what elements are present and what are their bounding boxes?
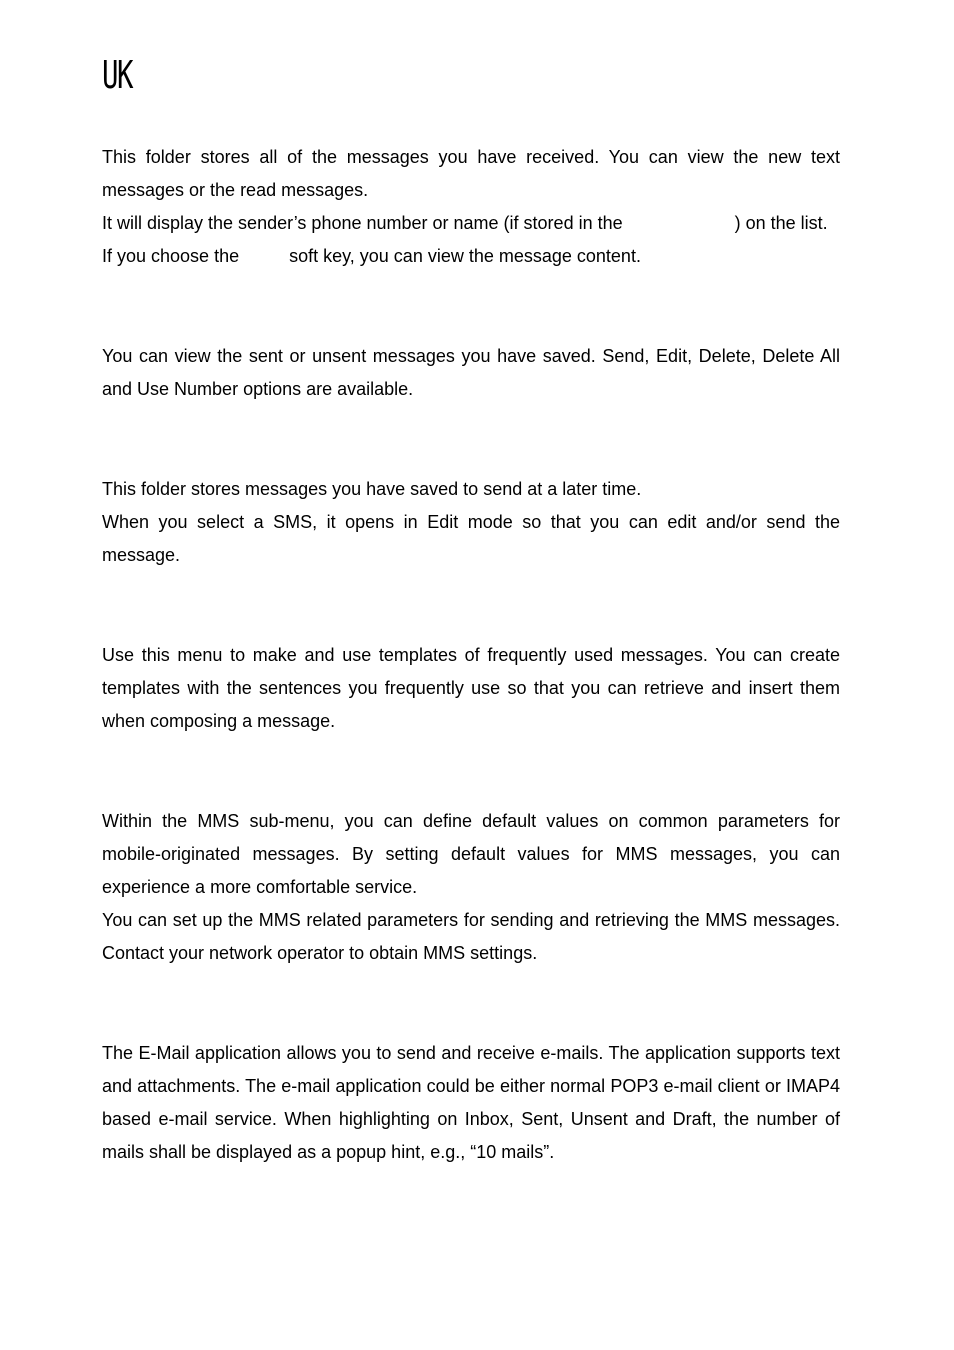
inbox-paragraph-2-start: It will display the sender’s phone number or name (if stored in the [102, 213, 623, 233]
inbox-paragraph-2-end: soft key, you can view the message content. [289, 246, 641, 266]
inbox-paragraph-1: This folder stores all of the messages you have received. You can view the new text messages or the read messages. [102, 147, 840, 200]
mms-description-1: Within the MMS sub-menu, you can define default values on common parameters for mobile-originated messages. By setting default values for MMS messages, you can experience a more comfortable service. [102, 811, 840, 897]
page-header-label: UK [102, 53, 133, 97]
drafts-description-1: This folder stores messages you have saved to send at a later time. [102, 479, 642, 499]
outbox-description: You can view the sent or unsent messages you have saved. Send, Edit, Delete, Delete All and Use Number options are available. [102, 346, 840, 399]
mms-description-2: You can set up the MMS related parameters for sending and retrieving the MMS messages. Contact your network operator to obtain MMS settings. [102, 910, 840, 963]
templates-description: Use this menu to make and use templates of frequently used messages. You can create templates with the sentences you frequently use so that you can retrieve and insert them when composing a message. [102, 645, 840, 731]
inbox-description-continued [102, 207, 840, 273]
inbox-description [102, 141, 840, 207]
drafts-description-2: When you select a SMS, it opens in Edit mode so that you can edit and/or send the message. [102, 512, 840, 565]
email-description: The E-Mail application allows you to send and receive e-mails. The application supports text and attachments. The e-mail application could be either normal POP3 e-mail client or IMAP4 based e-mail service. When highlighting on Inbox, Sent, Unsent and Draft, the number of mails shall be displayed as a popup hint, e.g., “10 mails”. [102, 1043, 840, 1162]
inbox-paragraph-2-middle: ) on the list. If you choose the [102, 213, 828, 266]
